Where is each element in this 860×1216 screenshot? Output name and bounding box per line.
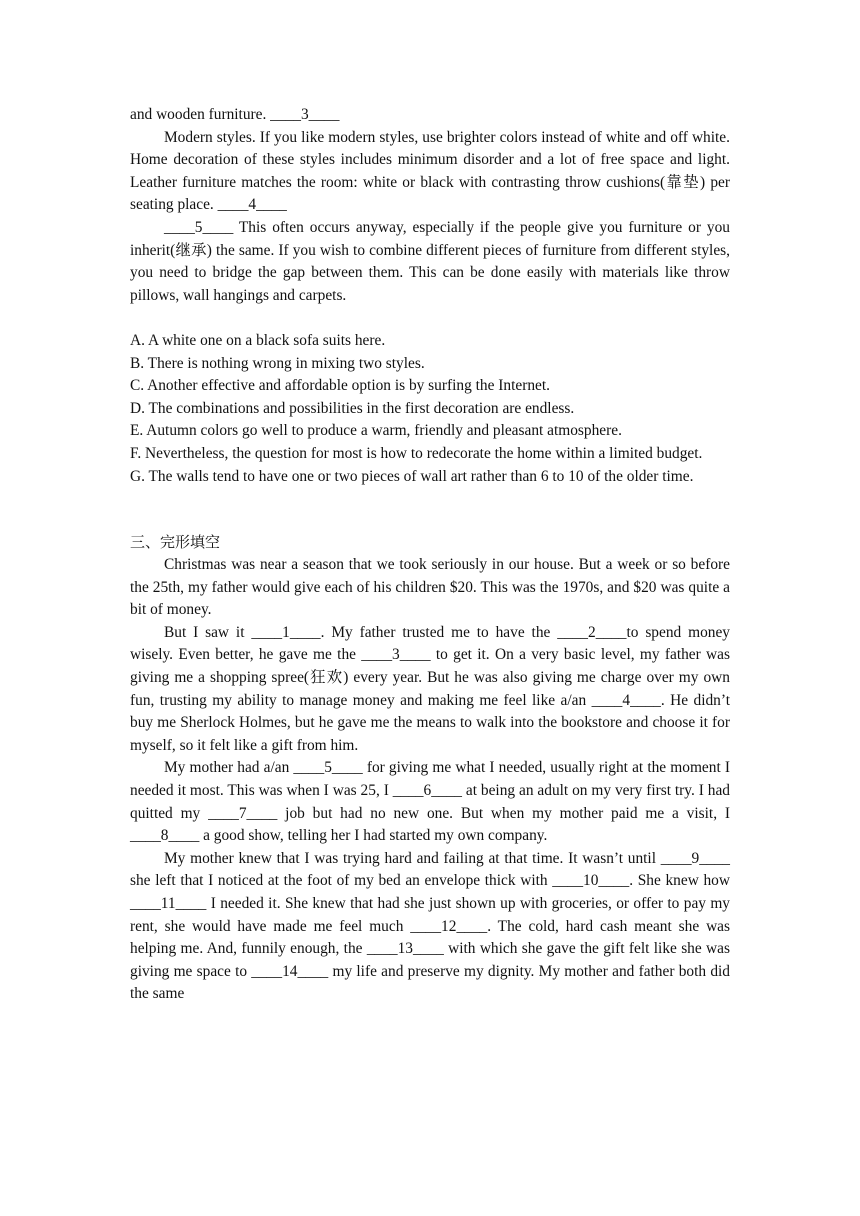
passage-paragraph-mixing: ____5____ This often occurs anyway, especially if the people give you furniture or you inherit(继承) the same. If you wish to combine different pieces of furniture from different styles, you need to bridge the gap between them. This can be done easily with materials like throw pillows, wall hangings and carpets. xyxy=(130,218,730,304)
spacer xyxy=(130,488,730,530)
passage-paragraph-modern-styles: Modern styles. If you like modern styles, use brighter colors instead of white and off white. Home decoration of these styles includes minimum disorder and a lot of free space and light. Leather furniture matches the room: white or black with contrasting throw cushions(靠垫) per seating place. ____4____ xyxy=(130,128,730,214)
passage-continuation: and wooden furniture. ____3____ xyxy=(130,106,340,123)
cloze-paragraph-2: But I saw it ____1____. My father trusted me to have the ____2____to spend money wisely. Even better, he gave me the ____3____ to get it. On a very basic level, my father was giving me a shopping spree(狂欢) every year. But he was also giving me charge over my own fun, trusting my ability to manage money and making me feel like a/an ____4____. He didn’t buy me Sherlock Holmes, but he gave me the means to walk into the bookstore and choose it for myself, so it felt like a gift from him. xyxy=(130,623,730,754)
option-a: A. A white one on a black sofa suits here. xyxy=(130,331,386,349)
option-c: C. Another effective and affordable option is by surfing the Internet. xyxy=(130,377,550,395)
cloze-paragraph-3: My mother had a/an ____5____ for giving me what I needed, usually right at the moment I needed it most. This was when I was 25, I ____6____ at being an adult on my very first try. I had quitted my ____7____ job but had no new one. But when my mother paid me a visit, I ____8____ a good show, telling her I had started my own company. xyxy=(130,759,730,845)
cloze-paragraph-1: Christmas was near a season that we took seriously in our house. But a week or so before the 25th, my father would give each of his children $20. This was the 1970s, and $20 was quite a bit of money. xyxy=(130,556,730,619)
spacer xyxy=(130,307,730,330)
section-title-cloze: 三、完形填空 xyxy=(130,533,221,552)
cloze-paragraph-4: My mother knew that I was trying hard and failing at that time. It wasn’t until ____9____ she left that I noticed at the foot of my bed an envelope thick with ____10____. She knew how ____11____ I needed it. She knew that had she just shown up with groceries, or offer to pay my rent, she would have made me feel much ____12____. The cold, hard cash meant she was helping me. And, funnily enough, the ____13____ with which she gave the gift felt like she was giving me space to ____14____ my life and preserve my dignity. My mother and father both did the same xyxy=(130,849,730,1003)
option-d: D. The combinations and possibilities in the first decoration are endless. xyxy=(130,399,575,417)
option-f: F. Nevertheless, the question for most is how to redecorate the home within a limited budget. xyxy=(130,444,703,462)
option-b: B. There is nothing wrong in mixing two styles. xyxy=(130,354,425,372)
option-g: G. The walls tend to have one or two pieces of wall art rather than 6 to 10 of the older time. xyxy=(130,467,694,485)
options-list xyxy=(130,330,730,488)
document-page xyxy=(130,104,730,1006)
option-e: E. Autumn colors go well to produce a warm, friendly and pleasant atmosphere. xyxy=(130,422,622,440)
